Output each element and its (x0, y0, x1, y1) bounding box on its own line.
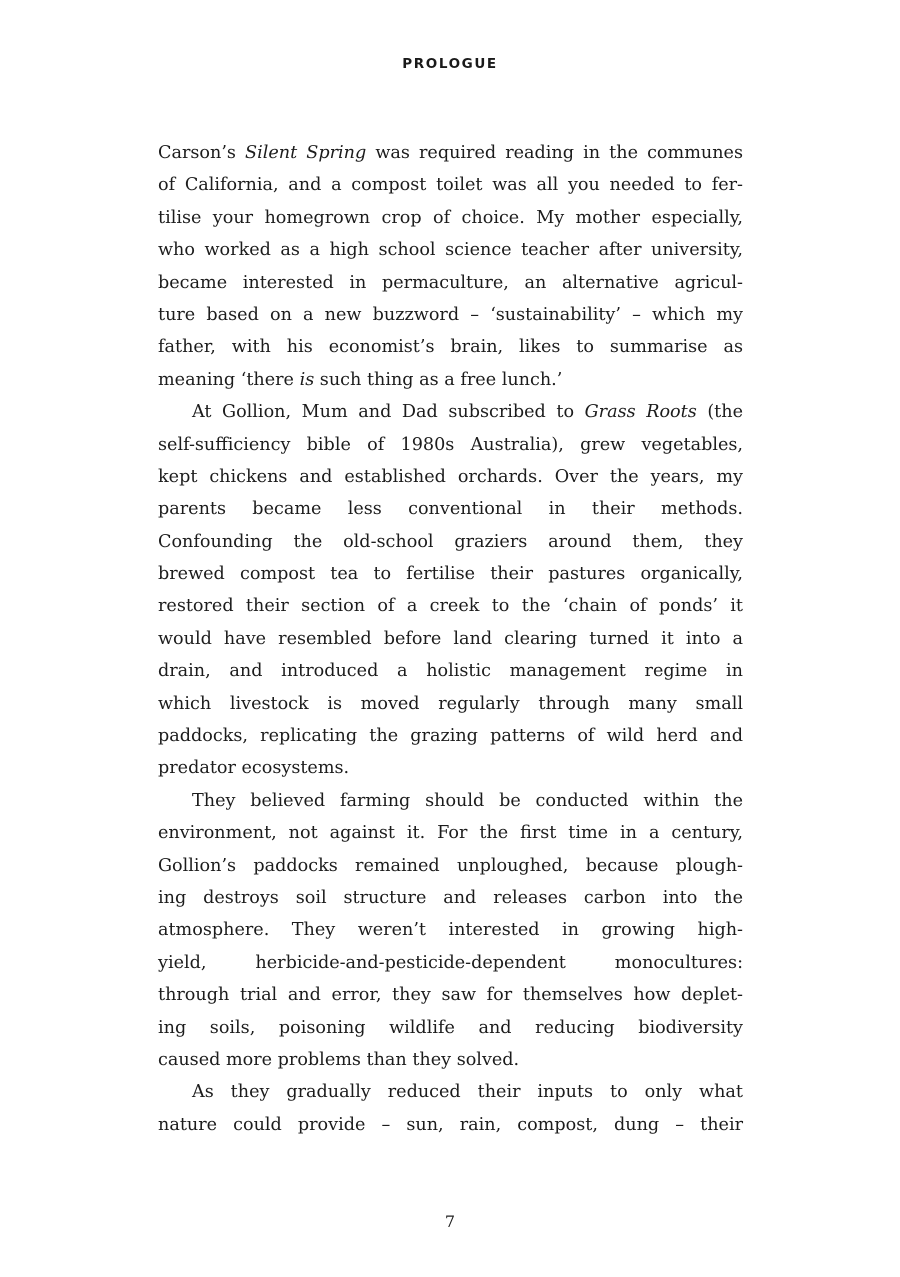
text-line (158, 979, 743, 1011)
text-line (158, 267, 743, 299)
text-run: brewed compost tea to fertilise their pastures organically, (158, 564, 743, 585)
body-text (158, 137, 743, 1141)
text-line (158, 299, 743, 331)
text-run: restored their section of a creek to the ‘chain of ponds’ it (158, 596, 743, 617)
text-run: of California, and a compost toilet was all you needed to fer- (158, 175, 743, 196)
text-run: environment, not against it. For the first time in a century, (158, 823, 743, 844)
text-run: drain, and introduced a holistic management regime in (158, 661, 743, 682)
text-line (158, 688, 743, 720)
text-line (158, 526, 743, 558)
text-run: meaning ‘there (158, 369, 300, 390)
text-run: through trial and error, they saw for themselves how deplet- (158, 985, 743, 1006)
text-run: which livestock is moved regularly through many small (158, 693, 743, 714)
text-run: (the (696, 402, 743, 423)
text-line (158, 623, 743, 655)
running-head: PROLOGUE (402, 56, 498, 72)
page-number: 7 (444, 1212, 456, 1231)
text-line (158, 914, 743, 946)
text-line (158, 785, 743, 817)
text-line (158, 1109, 743, 1141)
text-run: At Gollion, Mum and Dad subscribed to (192, 402, 585, 423)
text-run: Confounding the old-school graziers around them, they (158, 531, 743, 552)
text-line (158, 1076, 743, 1108)
text-line (158, 590, 743, 622)
text-line (158, 137, 743, 169)
text-run: nature could provide – sun, rain, compost, dung – their (158, 1114, 743, 1135)
text-line (158, 202, 743, 234)
text-run: Gollion’s paddocks remained unploughed, because plough- (158, 855, 743, 876)
text-line (158, 169, 743, 201)
text-run: predator ecosystems. (158, 758, 350, 779)
text-line (158, 493, 743, 525)
text-line (158, 461, 743, 493)
text-line (158, 720, 743, 752)
text-line (158, 947, 743, 979)
text-run: caused more problems than they solved. (158, 1049, 520, 1070)
text-run: ing soils, poisoning wildlife and reducing biodiversity (158, 1017, 743, 1038)
italic-text: Silent Spring (245, 143, 367, 163)
text-line (158, 364, 743, 396)
text-run: yield, herbicide-and-pesticide-dependent monocultures: (158, 952, 743, 973)
text-line (158, 396, 743, 428)
text-run: ing destroys soil structure and releases carbon into the (158, 887, 743, 908)
text-run: would have resembled before land clearing turned it into a (158, 628, 743, 649)
text-line (158, 429, 743, 461)
italic-text: is (299, 369, 315, 390)
text-run: ture based on a new buzzword – ‘sustainability’ – which my (158, 304, 743, 325)
text-run: such thing as a free lunch.’ (314, 369, 563, 390)
text-run: parents became less conventional in their methods. (158, 499, 743, 520)
text-run: atmosphere. They weren’t interested in growing high- (158, 920, 743, 941)
italic-text: Grass Roots (584, 402, 697, 423)
text-run: As they gradually reduced their inputs to only what (192, 1082, 743, 1103)
text-run: self-sufficiency bible of 1980s Australia), grew vegetables, (158, 434, 743, 455)
text-run: They believed farming should be conducted within the (192, 790, 743, 811)
text-line (158, 558, 743, 590)
text-line (158, 817, 743, 849)
text-run: Carson’s (158, 143, 246, 163)
text-line (158, 1012, 743, 1044)
text-line (158, 655, 743, 687)
text-line (158, 850, 743, 882)
text-run: father, with his economist’s brain, likes to summarise as (158, 337, 743, 358)
text-line (158, 331, 743, 363)
text-line (158, 234, 743, 266)
text-line (158, 1044, 743, 1076)
text-line (158, 752, 743, 784)
text-run: who worked as a high school science teacher after university, (158, 240, 743, 261)
text-run: paddocks, replicating the grazing patterns of wild herd and (158, 726, 743, 747)
text-run: kept chickens and established orchards. Over the years, my (158, 466, 743, 487)
text-run: became interested in permaculture, an alternative agricul- (158, 272, 743, 293)
text-run: was required reading in the communes (366, 143, 743, 163)
text-run: tilise your homegrown crop of choice. My mother especially, (158, 207, 743, 228)
text-line (158, 882, 743, 914)
